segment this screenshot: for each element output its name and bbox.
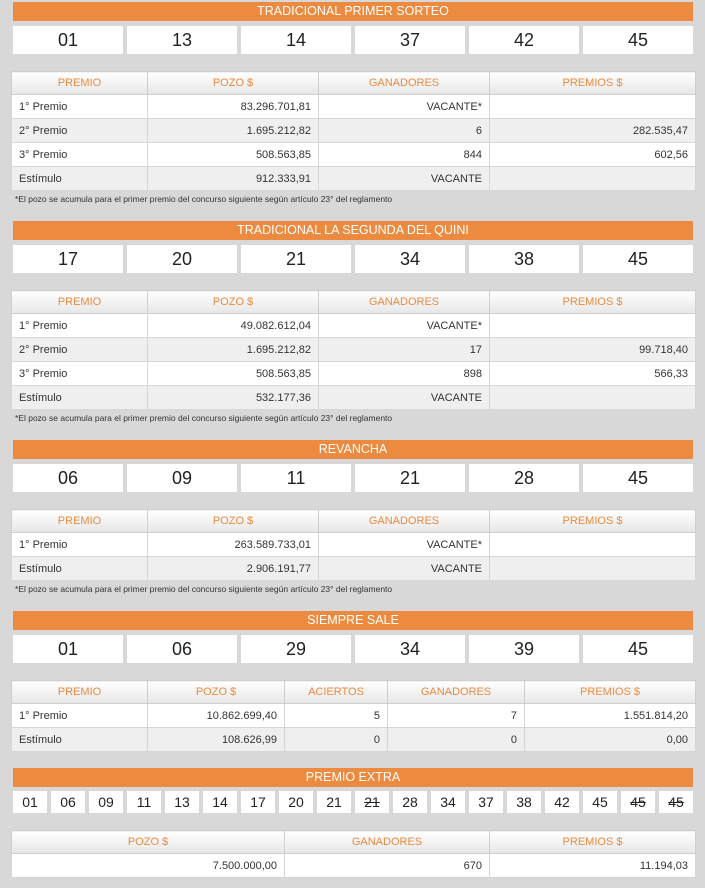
table-row — [12, 167, 696, 191]
ball-number: 45 — [583, 245, 693, 273]
cell: 10.862.699,40 — [148, 704, 285, 728]
footnote: *El pozo se acumula para el primer premio del concurso siguiente según artículo 23° del reglamento — [15, 584, 393, 594]
section-title: SIEMPRE SALE — [13, 611, 693, 630]
ball-number: 34 — [431, 791, 465, 813]
cell: Estímulo — [12, 167, 148, 191]
cell: 99.718,40 — [490, 338, 696, 362]
cell: 2° Premio — [12, 338, 148, 362]
cell: Estímulo — [12, 386, 148, 410]
ball-number: 45 — [583, 635, 693, 663]
ball-number: 37 — [355, 26, 465, 54]
cell: 49.082.612,04 — [148, 314, 319, 338]
ball-number: 14 — [203, 791, 237, 813]
ball-number: 20 — [279, 791, 313, 813]
col-premios: PREMIOS $ — [490, 510, 696, 533]
cell: 602,56 — [490, 143, 696, 167]
table-row — [12, 362, 696, 386]
cell: 7 — [388, 704, 525, 728]
cell: 2.906.191,77 — [148, 557, 319, 581]
ball-number: 38 — [469, 245, 579, 273]
col-premio: PREMIO — [12, 72, 148, 95]
col-pozo: POZO $ — [148, 72, 319, 95]
ball-number: 01 — [13, 26, 123, 54]
drawn-numbers — [13, 245, 693, 273]
cell: 0,00 — [525, 728, 696, 752]
col-premios: PREMIOS $ — [490, 831, 696, 854]
col-premio: PREMIO — [12, 291, 148, 314]
ball-number: 28 — [469, 464, 579, 492]
drawn-numbers — [13, 26, 693, 54]
ball-number: 06 — [13, 464, 123, 492]
table-row — [12, 386, 696, 410]
col-ganadores: GANADORES — [285, 831, 490, 854]
col-pozo: POZO $ — [148, 510, 319, 533]
ball-number: 45 — [583, 791, 617, 813]
ball-number: 14 — [241, 26, 351, 54]
cell: 1° Premio — [12, 95, 148, 119]
ball-number: 11 — [127, 791, 161, 813]
col-aciertos: ACIERTOS — [285, 681, 388, 704]
cell: 912.333,91 — [148, 167, 319, 191]
cell: 6 — [319, 119, 490, 143]
col-premio: PREMIO — [12, 681, 148, 704]
cell: VACANTE — [319, 386, 490, 410]
cell: 508.563,85 — [148, 362, 319, 386]
ball-number: 21 — [355, 464, 465, 492]
drawn-numbers — [13, 635, 693, 663]
ball-number: 39 — [469, 635, 579, 663]
ball-number: 34 — [355, 245, 465, 273]
ball-number: 09 — [127, 464, 237, 492]
cell: 5 — [285, 704, 388, 728]
cell — [490, 314, 696, 338]
table-row — [12, 95, 696, 119]
cell: VACANTE* — [319, 95, 490, 119]
ball-number: 45 — [583, 464, 693, 492]
cell: Estímulo — [12, 557, 148, 581]
table-row — [12, 854, 696, 878]
cell: 11.194,03 — [490, 854, 696, 878]
cell: VACANTE — [319, 167, 490, 191]
prize-table — [11, 290, 696, 410]
col-premios: PREMIOS $ — [525, 681, 696, 704]
section-title: PREMIO EXTRA — [13, 768, 693, 787]
ball-number: 06 — [127, 635, 237, 663]
extra-numbers — [13, 791, 693, 813]
cell: 17 — [319, 338, 490, 362]
cell: 108.626,99 — [148, 728, 285, 752]
table-row — [12, 533, 696, 557]
col-ganadores: GANADORES — [319, 291, 490, 314]
col-ganadores: GANADORES — [319, 510, 490, 533]
col-premios: PREMIOS $ — [490, 72, 696, 95]
ball-number: 01 — [13, 635, 123, 663]
ball-number: 17 — [241, 791, 275, 813]
ball-number: 11 — [241, 464, 351, 492]
ball-number: 17 — [13, 245, 123, 273]
cell: 1.695.212,82 — [148, 338, 319, 362]
cell: 282.535,47 — [490, 119, 696, 143]
cell: 7.500.000,00 — [12, 854, 285, 878]
cell: 1° Premio — [12, 704, 148, 728]
table-row — [12, 314, 696, 338]
footnote: *El pozo se acumula para el primer premio del concurso siguiente según artículo 23° del reglamento — [15, 413, 393, 423]
cell — [490, 557, 696, 581]
footnote: *El pozo se acumula para el primer premio del concurso siguiente según artículo 23° del reglamento — [15, 194, 393, 204]
ball-number: 13 — [165, 791, 199, 813]
section-title: TRADICIONAL PRIMER SORTEO — [13, 2, 693, 21]
ball-number: 42 — [545, 791, 579, 813]
col-premio: PREMIO — [12, 510, 148, 533]
cell: VACANTE* — [319, 314, 490, 338]
ball-number-repeated: 21 — [355, 791, 389, 813]
cell: 1° Premio — [12, 533, 148, 557]
cell: 2° Premio — [12, 119, 148, 143]
ball-number: 42 — [469, 26, 579, 54]
cell: 83.296.701,81 — [148, 95, 319, 119]
cell — [490, 167, 696, 191]
prize-table — [11, 830, 696, 878]
ball-number: 09 — [89, 791, 123, 813]
ball-number: 01 — [13, 791, 47, 813]
ball-number: 20 — [127, 245, 237, 273]
ball-number: 29 — [241, 635, 351, 663]
table-row — [12, 728, 696, 752]
cell: 3° Premio — [12, 143, 148, 167]
col-pozo: POZO $ — [12, 831, 285, 854]
cell: 263.589.733,01 — [148, 533, 319, 557]
col-ganadores: GANADORES — [388, 681, 525, 704]
prize-table — [11, 71, 696, 191]
ball-number-repeated: 45 — [621, 791, 655, 813]
section-title: REVANCHA — [13, 440, 693, 459]
ball-number: 34 — [355, 635, 465, 663]
table-row — [12, 704, 696, 728]
cell: 844 — [319, 143, 490, 167]
cell: 566,33 — [490, 362, 696, 386]
ball-number: 06 — [51, 791, 85, 813]
section-title: TRADICIONAL LA SEGUNDA DEL QUINI — [13, 221, 693, 240]
ball-number: 13 — [127, 26, 237, 54]
table-row — [12, 338, 696, 362]
col-pozo: POZO $ — [148, 291, 319, 314]
cell — [490, 533, 696, 557]
cell: 1.695.212,82 — [148, 119, 319, 143]
cell — [490, 386, 696, 410]
cell — [490, 95, 696, 119]
ball-number: 21 — [241, 245, 351, 273]
cell: VACANTE — [319, 557, 490, 581]
ball-number: 45 — [583, 26, 693, 54]
ball-number: 37 — [469, 791, 503, 813]
cell: Estímulo — [12, 728, 148, 752]
cell: 532.177,36 — [148, 386, 319, 410]
cell: 508.563,85 — [148, 143, 319, 167]
table-row — [12, 119, 696, 143]
cell: 898 — [319, 362, 490, 386]
ball-number: 28 — [393, 791, 427, 813]
cell: 670 — [285, 854, 490, 878]
cell: 1° Premio — [12, 314, 148, 338]
col-pozo: POZO $ — [148, 681, 285, 704]
col-ganadores: GANADORES — [319, 72, 490, 95]
col-premios: PREMIOS $ — [490, 291, 696, 314]
ball-number-repeated: 45 — [659, 791, 693, 813]
table-row — [12, 143, 696, 167]
cell: 0 — [388, 728, 525, 752]
cell: 0 — [285, 728, 388, 752]
ball-number: 38 — [507, 791, 541, 813]
cell: VACANTE* — [319, 533, 490, 557]
cell: 3° Premio — [12, 362, 148, 386]
ball-number: 21 — [317, 791, 351, 813]
table-row — [12, 557, 696, 581]
prize-table — [11, 680, 696, 752]
drawn-numbers — [13, 464, 693, 492]
prize-table — [11, 509, 696, 581]
cell: 1.551.814,20 — [525, 704, 696, 728]
